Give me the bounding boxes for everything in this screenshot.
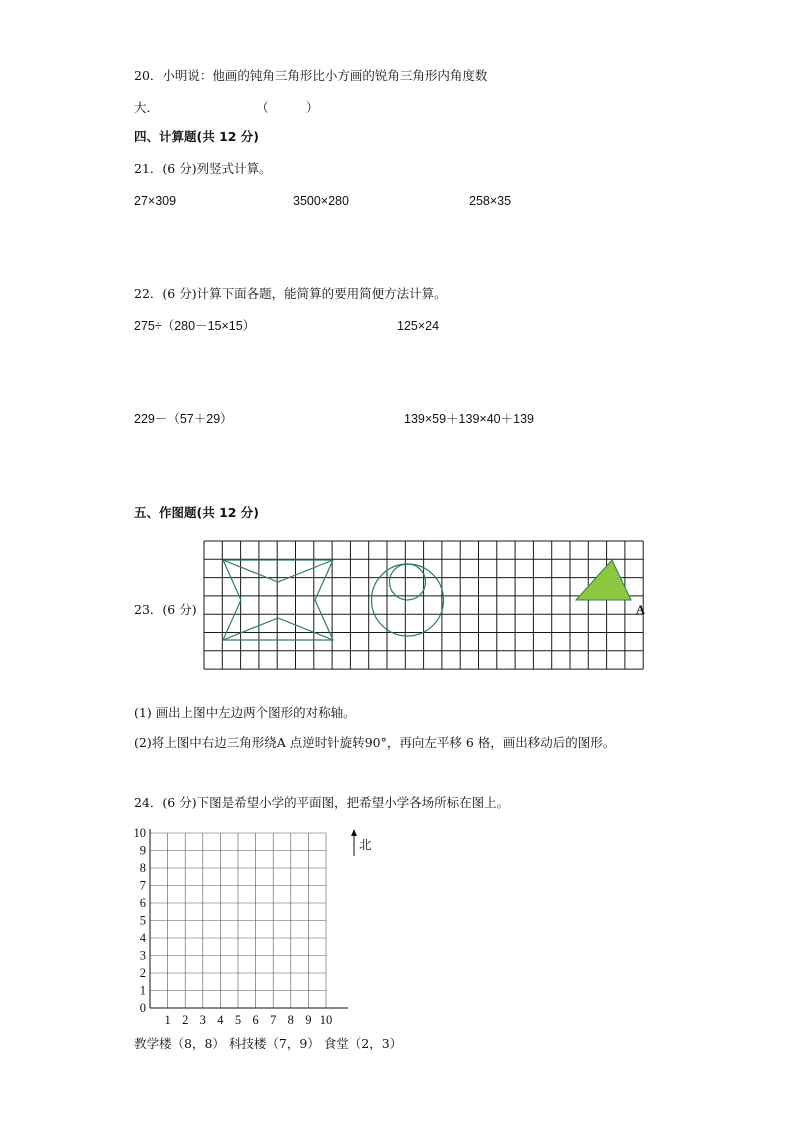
q24-y-tick-label: 1 (139, 983, 146, 998)
q24-x-tick-label: 2 (182, 1013, 189, 1027)
q23-sub2: (2)将上图中右边三角形绕A 点逆时针旋转90°，再向左平移 6 格，画出移动后的图形。 (134, 735, 616, 750)
q24-y-tick-label: 0 (139, 1001, 146, 1015)
q20-answer-paren: （ ） (256, 100, 319, 115)
q24-x-tick-label: 1 (164, 1013, 171, 1027)
q24-y-ticks (134, 826, 147, 1015)
q24-title: 24．(6 分)下图是希望小学的平面图，把希望小学各场所标在图上。 (134, 795, 510, 810)
q24-y-tick-label: 4 (139, 931, 146, 945)
q24-x-ticks (164, 1013, 332, 1027)
q23-triangle (576, 560, 631, 600)
q24-y-tick-label: 2 (139, 966, 146, 980)
q23-small-circle (390, 564, 426, 600)
q24-x-tick-label: 8 (287, 1013, 294, 1027)
q23-grid-figure (0, 530, 794, 730)
q23-butterfly-figure (223, 560, 333, 640)
q21-item-3: 258×35 (469, 194, 512, 208)
q24-axes (150, 829, 348, 1008)
q24-x-tick-label: 9 (305, 1013, 312, 1027)
q24-y-tick-label: 3 (139, 948, 146, 963)
q21-title: 21．(6 分)列竖式计算。 (134, 161, 272, 176)
section-5-title: 五、作图题(共 12 分) (134, 505, 260, 520)
q20-line1: 20．小明说：他画的钝角三角形比小方画的锐角三角形内角度数 (134, 68, 488, 83)
q22-item-2: 125×24 (397, 319, 440, 333)
q23-butterfly-inner-bottom (223, 618, 333, 640)
q24-x-tick-label: 4 (217, 1013, 224, 1027)
q24-x-tick-label: 5 (234, 1013, 242, 1027)
q24-x-tick-label: 10 (319, 1013, 333, 1027)
q21-item-2: 3500×280 (293, 194, 349, 208)
q24-x-tick-label: 6 (252, 1013, 259, 1027)
q22-item-3: 229－（57＋29） (134, 412, 233, 426)
q24-y-tick-label: 6 (139, 896, 146, 910)
section-4-title: 四、计算题(共 12 分) (134, 129, 260, 144)
q22-item-4: 139×59＋139×40＋139 (404, 412, 534, 426)
q24-y-tick-label: 5 (139, 913, 146, 928)
q22-item-1: 275÷（280－15×15） (134, 319, 256, 333)
q22-title: 22．(6 分)计算下面各题，能简算的要用简便方法计算。 (134, 286, 447, 301)
north-label: 北 (359, 838, 372, 852)
q24-places: 教学楼（8，8） 科技楼（7，9） 食堂（2，3） (134, 1036, 403, 1051)
q24-coordinate-grid (0, 820, 794, 1027)
q23-sub1: (1) 画出上图中左边两个图形的对称轴。 (134, 705, 356, 720)
q24-grid-lines (150, 833, 326, 1008)
q21-item-1: 27×309 (134, 194, 177, 208)
q23-butterfly-inner (223, 560, 333, 582)
q24-x-tick-label: 3 (199, 1013, 206, 1027)
q24-y-tick-label: 7 (139, 878, 146, 893)
q23-point-a-label: A (636, 603, 646, 617)
q23-label: 23．(6 分) (134, 602, 197, 617)
q24-x-tick-label: 7 (270, 1013, 277, 1027)
q24-y-tick-label: 8 (139, 861, 146, 875)
q24-y-tick-label: 10 (133, 826, 146, 840)
q24-y-tick-label: 9 (139, 843, 146, 858)
north-arrow-head-icon (351, 829, 357, 836)
q20-line2: 大． (134, 100, 160, 115)
